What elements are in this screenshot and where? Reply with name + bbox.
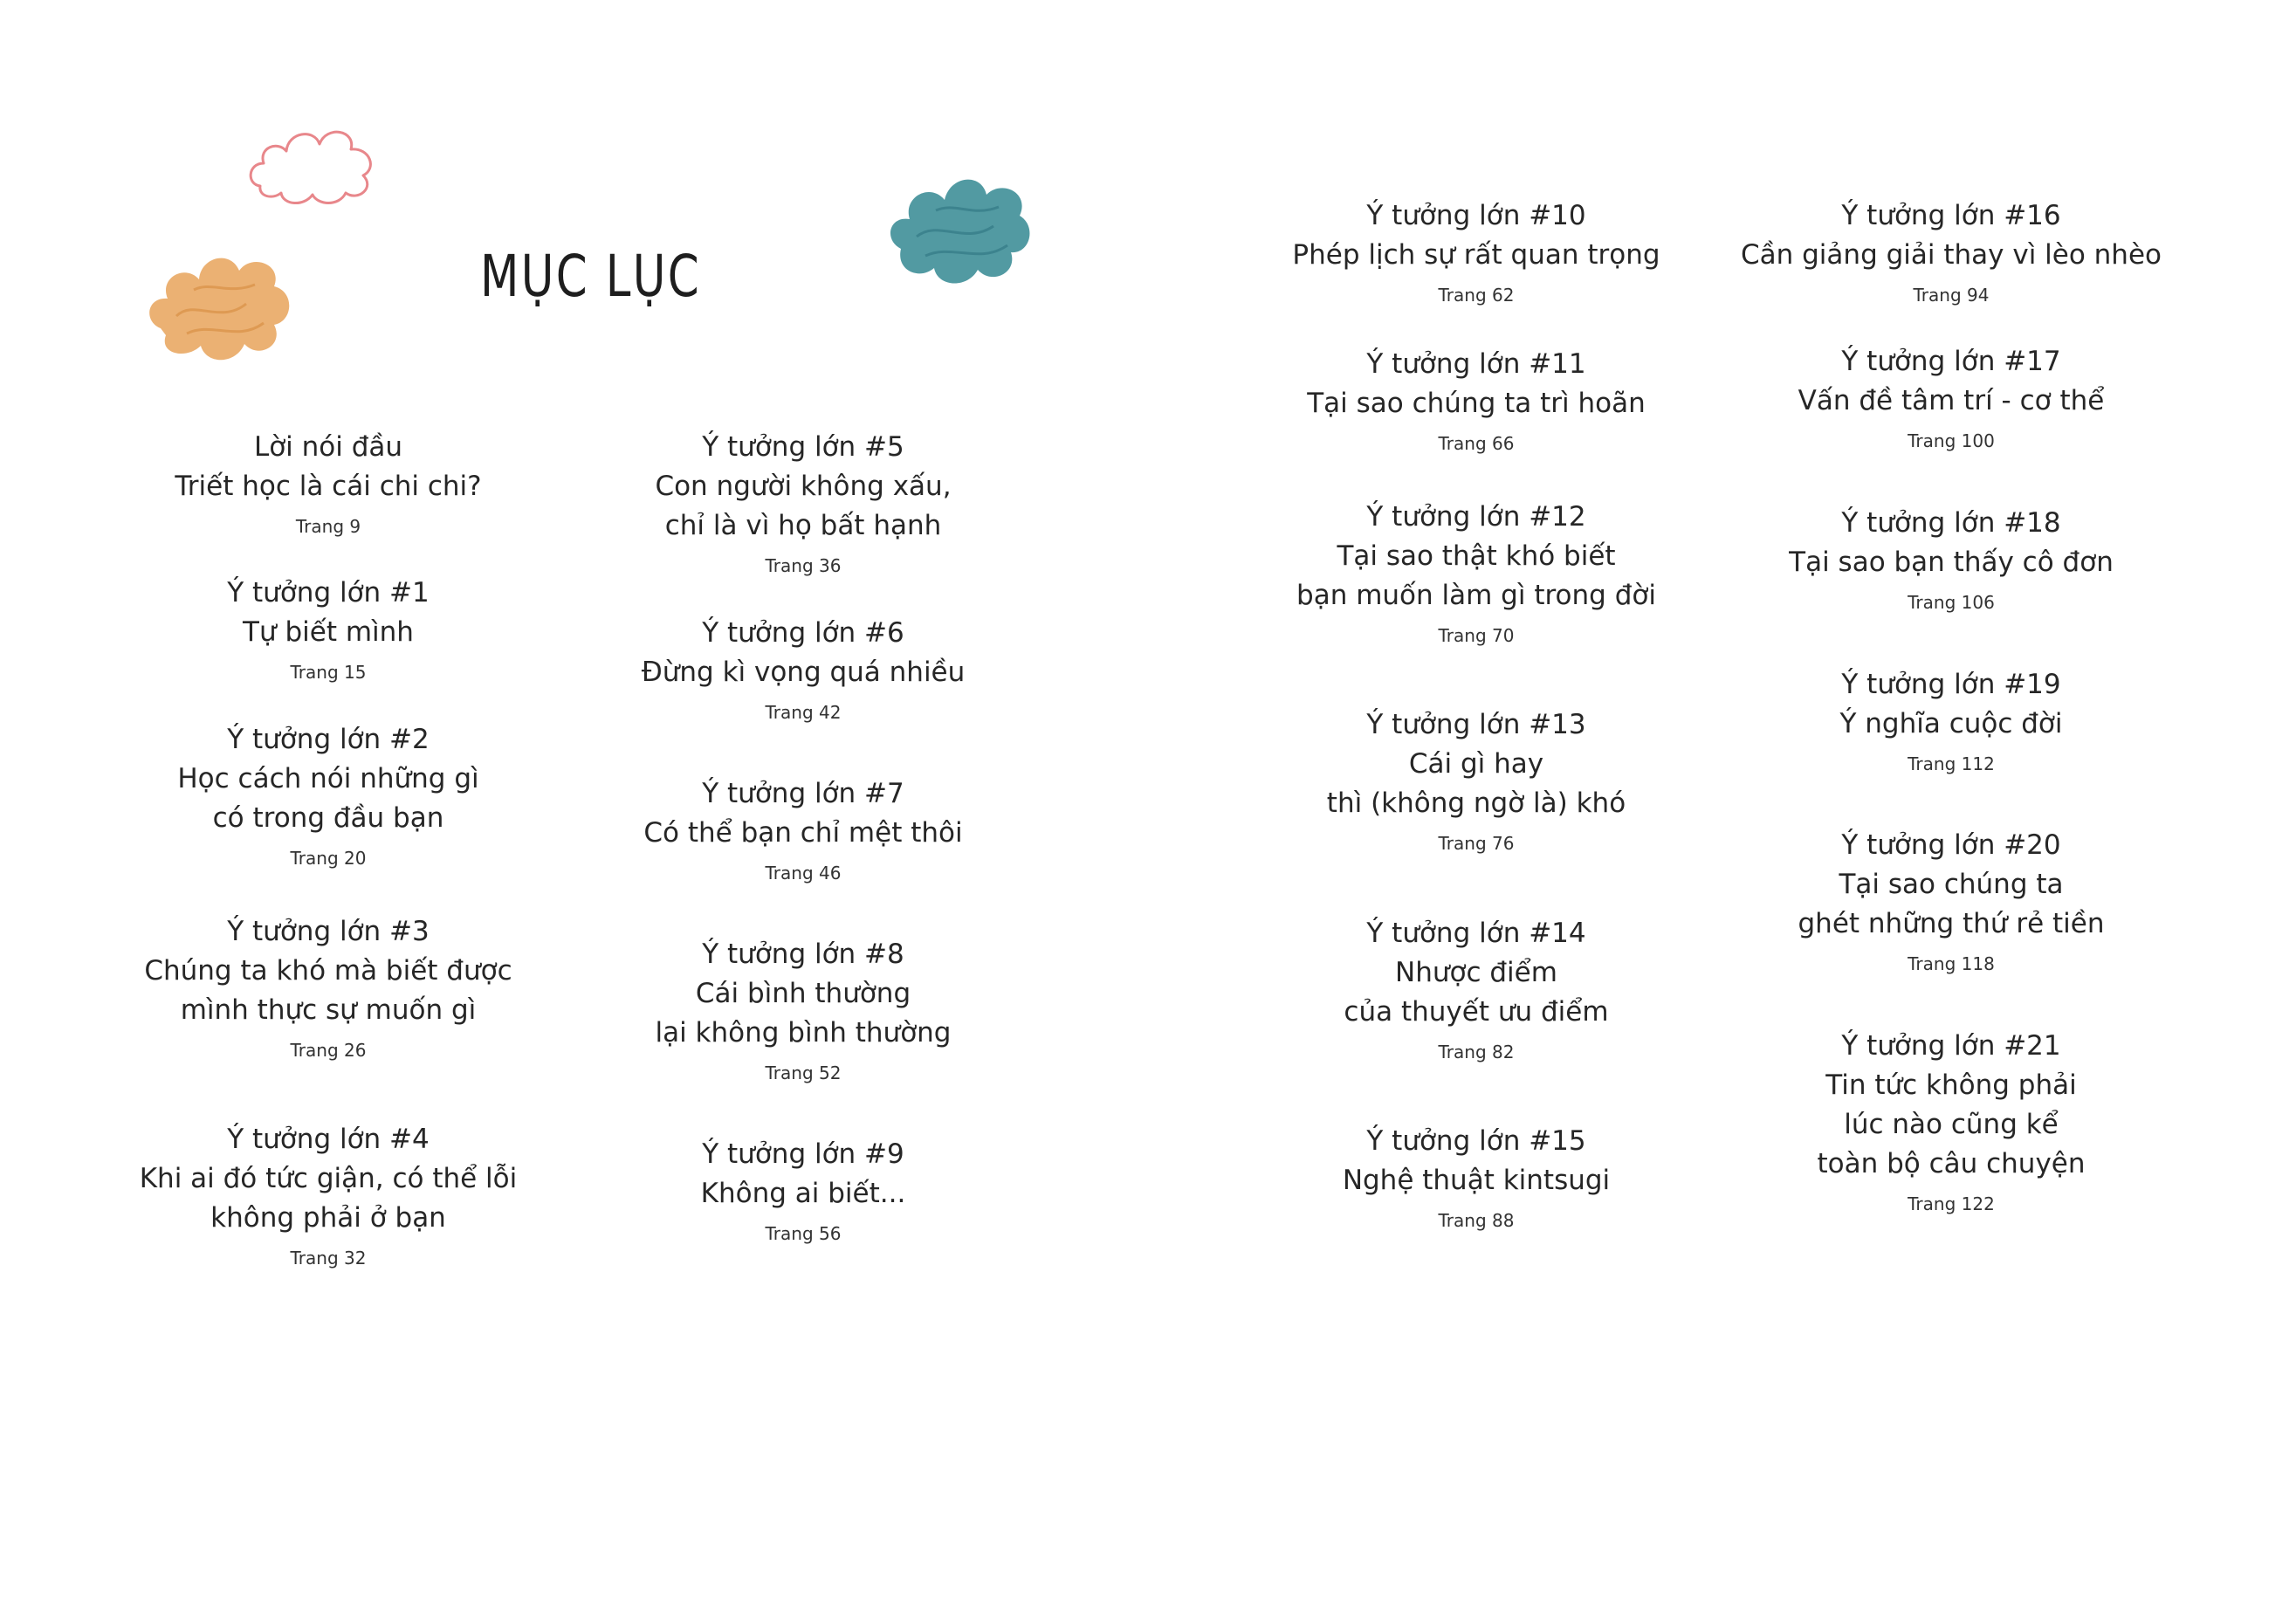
page-title: MỤC LỤC [480, 243, 702, 310]
toc-entry-page: Trang 94 [1913, 285, 1990, 306]
toc-entry[interactable] [1707, 196, 2196, 308]
toc-entry[interactable] [84, 1120, 573, 1271]
toc-entry-page: Trang 122 [1908, 1193, 1995, 1214]
toc-entry-page: Trang 26 [290, 1040, 367, 1061]
toc-entry-subtitle: Con người không xấu, chỉ là vì họ bất hạnh [655, 471, 952, 541]
toc-entry[interactable] [1232, 914, 1721, 1065]
teal-cloud-icon [882, 162, 1035, 292]
orange-cloud-icon [141, 237, 299, 368]
toc-entry-page: Trang 32 [290, 1248, 367, 1269]
toc-entry-page: Trang 20 [290, 848, 367, 869]
toc-entry-page: Trang 66 [1438, 433, 1515, 454]
toc-entry-title: Ý tưởng lớn #14 [1366, 918, 1586, 949]
toc-entry-title: Ý tưởng lớn #19 [1841, 669, 2061, 700]
toc-entry-page: Trang 76 [1438, 833, 1515, 854]
toc-entry-title: Ý tưởng lớn #21 [1841, 1030, 2061, 1062]
toc-entry[interactable] [84, 912, 573, 1063]
toc-entry[interactable] [1232, 345, 1721, 457]
toc-entry-page: Trang 36 [765, 555, 842, 576]
pink-cloud-outline-icon [243, 109, 382, 214]
toc-entry-subtitle: Nghệ thuật kintsugi [1342, 1165, 1611, 1196]
toc-entry-title: Ý tưởng lớn #2 [227, 724, 430, 755]
toc-entry[interactable] [84, 428, 573, 540]
toc-entry-subtitle: Khi ai đó tức giận, có thể lỗi không phải ở bạn [139, 1163, 518, 1234]
toc-entry-title: Ý tưởng lớn #15 [1366, 1125, 1586, 1157]
toc-entry-page: Trang 82 [1438, 1042, 1515, 1062]
toc-entry-subtitle: Tại sao thật khó biết bạn muốn làm gì trong đời [1296, 540, 1656, 611]
toc-entry-subtitle: Không ai biết... [700, 1178, 906, 1209]
toc-entry[interactable] [84, 720, 573, 871]
toc-entry-page: Trang 42 [765, 702, 842, 723]
toc-entry[interactable] [1707, 665, 2196, 777]
toc-entry-subtitle: Tin tức không phải lúc nào cũng kể toàn bộ câu chuyện [1817, 1069, 2086, 1179]
toc-entry-title: Ý tưởng lớn #8 [702, 939, 904, 970]
toc-entry-title: Ý tưởng lớn #16 [1841, 200, 2061, 231]
toc-entry[interactable] [1232, 1122, 1721, 1234]
toc-entry-subtitle: Triết học là cái chi chi? [175, 471, 482, 502]
toc-entry-subtitle: Phép lịch sự rất quan trọng [1292, 239, 1660, 271]
toc-entry-page: Trang 118 [1908, 953, 1995, 974]
toc-entry-page: Trang 62 [1438, 285, 1515, 306]
toc-entry-page: Trang 112 [1908, 753, 1995, 774]
toc-entry[interactable] [559, 428, 1048, 579]
toc-entry[interactable] [1707, 504, 2196, 615]
toc-entry-subtitle: Chúng ta khó mà biết được mình thực sự muốn gì [144, 955, 512, 1026]
toc-entry-page: Trang 52 [765, 1062, 842, 1083]
toc-entry-subtitle: Ý nghĩa cuộc đời [1839, 708, 2063, 739]
toc-entry-page: Trang 100 [1908, 430, 1995, 451]
toc-entry-title: Ý tưởng lớn #20 [1841, 829, 2061, 861]
toc-entry-page: Trang 106 [1908, 592, 1995, 613]
toc-entry[interactable] [559, 774, 1048, 886]
toc-entry-title: Ý tưởng lớn #7 [702, 778, 904, 809]
toc-entry[interactable] [1232, 705, 1721, 856]
toc-entry-title: Ý tưởng lớn #10 [1366, 200, 1586, 231]
toc-entry[interactable] [84, 574, 573, 685]
toc-entry-title: Ý tưởng lớn #6 [702, 617, 904, 649]
toc-entry-title: Ý tưởng lớn #4 [227, 1124, 430, 1155]
toc-entry-title: Ý tưởng lớn #11 [1366, 348, 1586, 380]
toc-entry-subtitle: Đừng kì vọng quá nhiều [641, 657, 966, 688]
right-page [1148, 0, 2296, 1609]
toc-entry[interactable] [1232, 498, 1721, 649]
toc-entry-subtitle: Vấn đề tâm trí - cơ thể [1798, 385, 2105, 416]
toc-entry-subtitle: Cái bình thường lại không bình thường [655, 978, 952, 1049]
toc-entry-title: Lời nói đầu [253, 431, 403, 463]
toc-entry-title: Ý tưởng lớn #3 [227, 916, 430, 947]
toc-entry-subtitle: Học cách nói những gì có trong đầu bạn [177, 763, 479, 834]
toc-entry-subtitle: Cái gì hay thì (không ngờ là) khó [1326, 748, 1626, 819]
toc-entry-subtitle: Có thể bạn chỉ mệt thôi [643, 817, 963, 849]
toc-entry-subtitle: Tự biết mình [243, 616, 414, 648]
toc-entry-subtitle: Tại sao chúng ta trì hoãn [1307, 388, 1646, 419]
toc-entry[interactable] [559, 1135, 1048, 1247]
toc-entry[interactable] [1232, 196, 1721, 308]
toc-entry-title: Ý tưởng lớn #5 [702, 431, 904, 463]
toc-entry-subtitle: Tại sao chúng ta ghét những thứ rẻ tiền [1798, 869, 2105, 939]
toc-entry-page: Trang 46 [765, 863, 842, 884]
toc-entry-title: Ý tưởng lớn #18 [1841, 507, 2061, 539]
toc-entry-title: Ý tưởng lớn #1 [227, 577, 430, 609]
toc-entry[interactable] [1707, 826, 2196, 977]
toc-entry[interactable] [1707, 342, 2196, 454]
toc-entry-page: Trang 9 [295, 516, 361, 537]
toc-entry[interactable] [559, 614, 1048, 725]
toc-entry-title: Ý tưởng lớn #13 [1366, 709, 1586, 740]
toc-entry-title: Ý tưởng lớn #9 [702, 1138, 904, 1170]
toc-entry-title: Ý tưởng lớn #12 [1366, 501, 1586, 533]
toc-entry-subtitle: Cần giảng giải thay vì lèo nhèo [1740, 239, 2162, 271]
toc-entry-page: Trang 56 [765, 1223, 842, 1244]
toc-entry-page: Trang 15 [290, 662, 367, 683]
toc-entry[interactable] [1707, 1027, 2196, 1217]
toc-entry-subtitle: Nhược điểm của thuyết ưu điểm [1344, 957, 1609, 1028]
toc-entry[interactable] [559, 935, 1048, 1086]
toc-entry-page: Trang 88 [1438, 1210, 1515, 1231]
toc-entry-title: Ý tưởng lớn #17 [1841, 346, 2061, 377]
toc-entry-subtitle: Tại sao bạn thấy cô đơn [1789, 547, 2114, 578]
toc-entry-page: Trang 70 [1438, 625, 1515, 646]
